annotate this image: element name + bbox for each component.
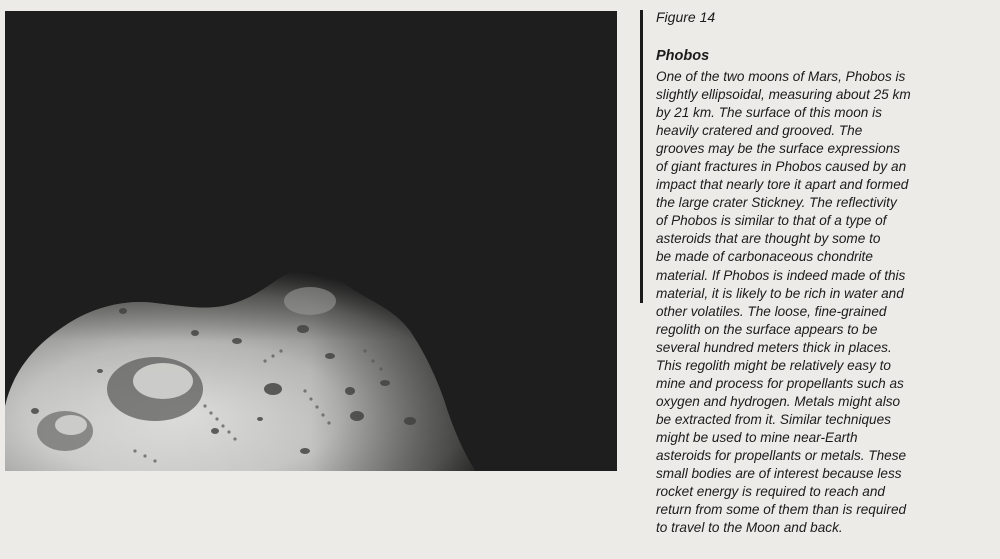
caption-line: return from some of them than is required — [656, 502, 907, 518]
phobos-photograph — [5, 11, 617, 471]
caption-line: other volatiles. The loose, fine-grained — [656, 303, 887, 319]
caption-line: material. If Phobos is indeed made of this — [656, 267, 906, 283]
caption-line: to travel to the Moon and back. — [656, 520, 843, 536]
caption-line: mine and process for propellants such as — [656, 375, 904, 391]
caption-line: small bodies are of interest because less — [656, 466, 902, 482]
caption-line: regolith on the surface appears to be — [656, 321, 878, 337]
caption-line: asteroids for propellants or metals. These — [656, 447, 907, 463]
caption-line: of giant fractures in Phobos caused by an — [656, 159, 907, 175]
caption-line: slightly ellipsoidal, measuring about 25 km — [656, 87, 911, 103]
caption-line: This regolith might be relatively easy to — [656, 357, 891, 373]
caption-line: asteroids that are thought by some to — [656, 231, 881, 247]
caption-line: material, it is likely to be rich in water and — [656, 285, 904, 301]
caption-line: oxygen and hydrogen. Metals might also — [656, 393, 901, 409]
caption-body — [656, 68, 986, 537]
caption-line: impact that nearly tore it apart and formed — [656, 177, 909, 193]
caption-line: heavily cratered and grooved. The — [656, 123, 863, 139]
caption-line: might be used to mine near-Earth — [656, 429, 858, 445]
caption-line: several hundred meters thick in places. — [656, 339, 892, 355]
caption-line: rocket energy is required to reach and — [656, 484, 885, 500]
phobos-surface-illustration — [5, 11, 617, 471]
caption-line: be made of carbonaceous chondrite — [656, 249, 873, 265]
figure-title: Phobos — [656, 48, 710, 64]
caption-line: of Phobos is similar to that of a type of — [656, 213, 887, 229]
figure-label: Figure 14 — [656, 9, 716, 25]
caption-line: be extracted from it. Similar techniques — [656, 411, 891, 427]
caption-line: by 21 km. The surface of this moon is — [656, 105, 882, 121]
figure-caption — [656, 8, 986, 537]
caption-line: the large crater Stickney. The reflectivity — [656, 195, 897, 211]
caption-line: One of the two moons of Mars, Phobos is — [656, 69, 906, 84]
caption-divider-rule — [640, 10, 643, 303]
caption-line: grooves may be the surface expressions — [656, 141, 901, 157]
